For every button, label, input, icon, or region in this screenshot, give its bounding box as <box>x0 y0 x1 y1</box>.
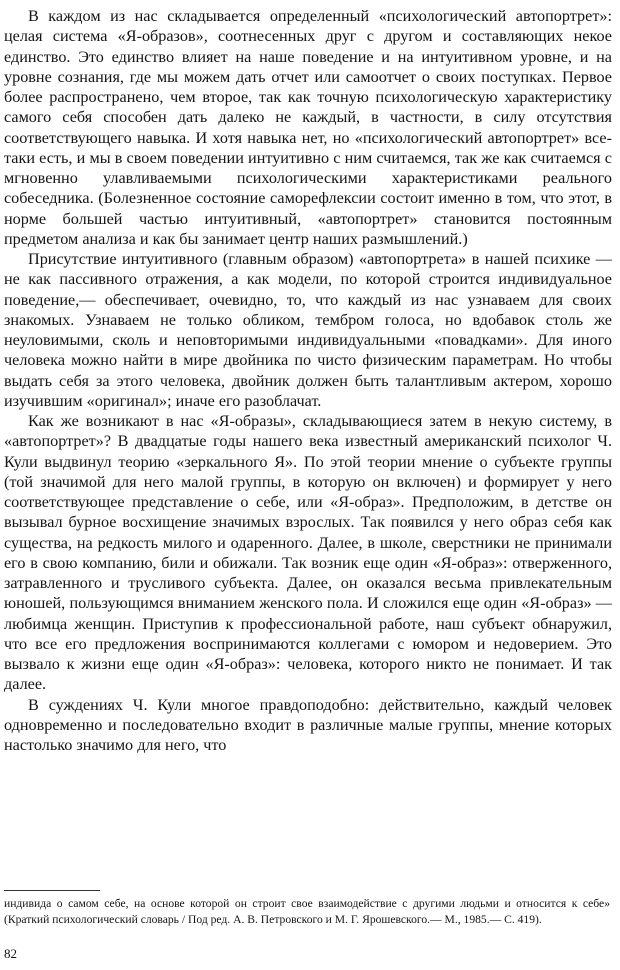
main-text <box>4 6 612 755</box>
paragraph-4: В суждениях Ч. Кули многое правдоподобно: действительно, каждый человек одновременно и последовательно входит в различные малые группы, мнение которых настолько значимо для него, что <box>4 695 612 754</box>
paragraph-3: Как же возникают в нас «Я-образы», складывающиеся затем в некую систему, в «автопортрет»? В двадцатые годы нашего века известный американский психолог Ч. Кули выдвинул теорию «зеркального Я». По этой теории мнение о субъекте группы (той значимой для него малой группы, в которую он включен) и формирует у него соответствующее представление о себе, или «Я-образ». Предположим, в детстве он вызывал бурное восхищение значимых взрослых. Так появился у него образ себя как существа, на редкость милого и одаренного. Далее, в школе, сверстники не принимали его в свою компанию, били и обижали. Так возник еще один «Я-образ»: отверженного, затравленного и трусливого субъекта. Далее, он оказался весьма привлекательным юношей, пользующимся вниманием женского пола. И сложился еще один «Я-образ» — любимца женщин. Приступив к профессиональной работе, наш субъект обнаружил, что все его предложения воспринимаются коллегами с юмором и недоверием. Это вызвало к жизни еще один «Я-образ»: человека, которого никто не понимает. И так далее. <box>4 412 612 694</box>
paragraph-2: Присутствие интуитивного (главным образом) «автопортрета» в нашей психике — не как пассивного отражения, а как модели, по которой строится индивидуальное поведение,— обеспечивает, очевидно, то, что каждый из нас узнаваем для своих знакомых. Узнаваем не только обликом, тембром голоса, но вдобавок столь же неуловимыми, сколь и неповторимыми индивидуальными «повадками». Для иного человека можно найти в мире двойника по чисто физическим параметрам. Но чтобы выдать себя за этого человека, двойник должен быть талантливым актером, хорошо изучившим «оригинал»; иначе его разоблачат. <box>4 250 612 410</box>
footnote-divider <box>4 890 100 891</box>
paragraph-1: В каждом из нас складывается определенный «психологический автопортрет»: целая система «Я-образов», соотнесенных друг с другом и составляющих некое единство. Это единство влияет на наше поведение и на интуитивном уровне, и на уровне сознания, где мы можем дать отчет или самоотчет о своих поступках. Первое более распространено, чем второе, так как точную психологическую характеристику самого себя способен дать далеко не каждый, в частности, в силу отсутствия соответствующего навыка. И хотя навыка нет, но «психологический автопортрет» все-таки есть, и мы в своем поведении интуитивно с ним считаемся, так же как считаемся с мгновенно улавливаемыми психологическими характеристиками реального собеседника. (Болезненное состояние саморефлексии состоит именно в том, что этот, в норме большей частью интуитивный, «автопортрет» становится постоянным предметом анализа и как бы занимает центр наших размышлений.) <box>4 7 612 248</box>
page-number: 82 <box>4 946 17 961</box>
footnote: индивида о самом себе, на основе которой он строит свое взаимодействие с другими людьми и относится к себе» (Краткий психологический словарь / Под ред. А. В. Петровского и М. Г. Ярошевского.— М., 1985.— С. 419). <box>4 897 610 926</box>
